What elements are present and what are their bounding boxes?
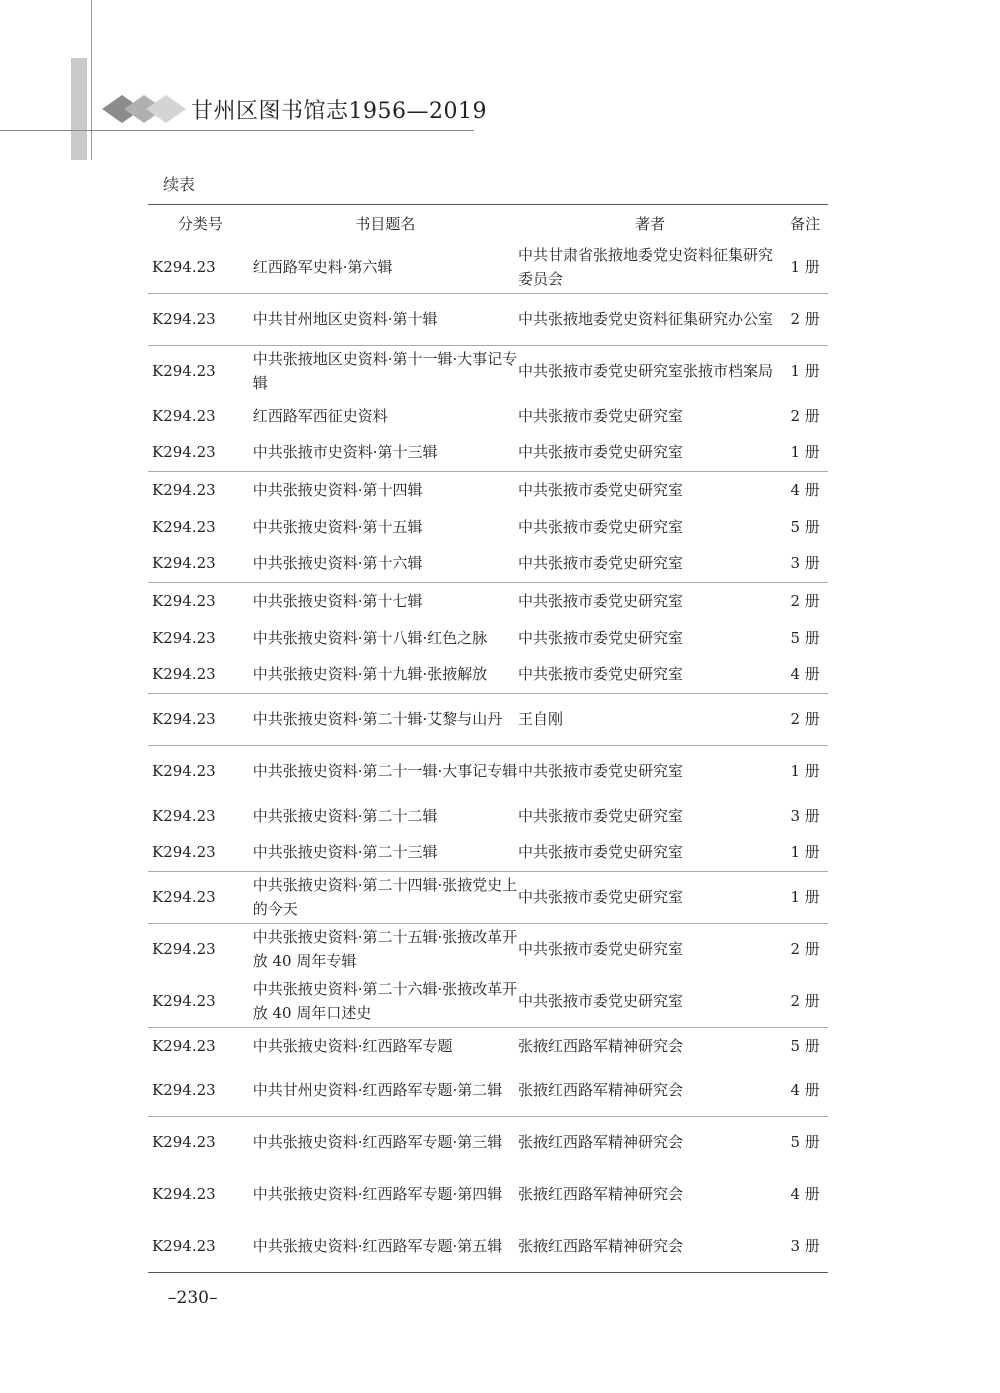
cell-note: 2 册 xyxy=(790,591,820,610)
cell-note: 1 册 xyxy=(782,834,828,871)
cell-title: 中共甘州地区史资料·第十辑 xyxy=(253,293,518,345)
table-row xyxy=(148,582,828,619)
cell-author: 王自刚 xyxy=(518,693,782,745)
cell-title: 中共甘州史资料·红西路军专题·第二辑 xyxy=(253,1064,518,1116)
column-header-author: 著者 xyxy=(518,205,782,242)
table-row xyxy=(148,923,828,975)
cell-author: 中共张掖市委党史研究室 xyxy=(518,545,782,582)
cell-title: 中共张掖地区史资料·第十一辑·大事记专辑 xyxy=(252,350,518,393)
cell-title: 中共张掖史资料·第二十一辑·大事记专辑 xyxy=(252,762,518,781)
cell-classification: K294.23 xyxy=(148,975,253,1027)
cell-classification: K294.23 xyxy=(152,362,216,381)
cell-classification: K294.23 xyxy=(148,293,253,345)
cell-classification: K294.23 xyxy=(152,1185,216,1203)
cell-author: 中共张掖市委党史研究室 xyxy=(518,834,782,871)
cell-classification: K294.23 xyxy=(148,1220,253,1272)
cell-title: 中共张掖史资料·第十九辑·张掖解放 xyxy=(253,656,518,693)
cell-classification: K294.23 xyxy=(148,545,253,582)
table-row xyxy=(148,745,828,797)
cell-author: 中共张掖市委党史研究室 xyxy=(518,656,782,693)
cell-note: 1 册 xyxy=(790,762,820,781)
cell-author: 张掖红西路军精神研究会 xyxy=(518,1220,782,1272)
cell-classification: K294.23 xyxy=(152,517,216,536)
cell-author: 中共张掖市委党史研究室 xyxy=(517,517,683,536)
cell-note: 3 册 xyxy=(782,1220,828,1272)
diamond-ornament-icon xyxy=(100,91,186,127)
cell-author: 中共张掖市委党史研究室 xyxy=(517,806,683,825)
cell-title: 中共张掖史资料·第十七辑 xyxy=(252,591,423,610)
cell-title: 中共张掖史资料·第十五辑 xyxy=(252,517,423,536)
cell-title: 中共张掖史资料·第十八辑·红色之脉 xyxy=(252,628,488,647)
cell-author: 张掖红西路军精神研究会 xyxy=(517,1185,683,1203)
cell-note: 5 册 xyxy=(790,517,820,536)
cell-note: 4 册 xyxy=(790,480,820,499)
cell-classification: K294.23 xyxy=(148,834,253,871)
table-row xyxy=(148,975,828,1027)
cell-classification: K294.23 xyxy=(152,591,216,610)
cell-classification: K294.23 xyxy=(152,1036,216,1055)
cell-title: 中共张掖史资料·红西路军专题 xyxy=(252,1036,453,1055)
cell-note: 1 册 xyxy=(790,362,820,381)
table-row xyxy=(148,293,828,345)
left-margin-line xyxy=(91,0,92,160)
table-row xyxy=(148,397,828,434)
cell-note: 2 册 xyxy=(782,693,828,745)
cell-note: 3 册 xyxy=(782,545,828,582)
cell-note: 2 册 xyxy=(782,293,828,345)
page-number: –230– xyxy=(168,1288,218,1308)
cell-author: 张掖红西路军精神研究会 xyxy=(517,1133,683,1152)
header-gray-bar xyxy=(71,58,87,160)
table-row xyxy=(148,1064,828,1116)
cell-author: 中共张掖市委党史研究室 xyxy=(518,975,782,1027)
cell-note: 4 册 xyxy=(782,1064,828,1116)
cell-classification: K294.23 xyxy=(148,871,253,923)
column-header-classification: 分类号 xyxy=(148,205,253,242)
diamond-light-shape xyxy=(146,95,186,123)
cell-classification: K294.23 xyxy=(148,693,253,745)
cell-title: 红西路军西征史资料 xyxy=(252,406,388,425)
cell-author: 张掖红西路军精神研究会 xyxy=(517,1036,683,1055)
cell-title: 中共张掖史资料·第十六辑 xyxy=(253,545,518,582)
cell-classification: K294.23 xyxy=(152,480,216,499)
cell-note: 5 册 xyxy=(790,1133,820,1152)
table-row xyxy=(148,797,828,834)
cell-title: 中共张掖史资料·红西路军专题·第四辑 xyxy=(252,1185,503,1203)
header-rule xyxy=(0,130,474,131)
table-row xyxy=(148,241,828,293)
cell-author: 中共张掖市委党史研究室 xyxy=(517,406,683,425)
column-header-title: 书目题名 xyxy=(253,205,518,242)
cell-author: 中共张掖市委党史研究室 xyxy=(517,480,683,499)
table-row xyxy=(148,508,828,545)
cell-classification: K294.23 xyxy=(148,241,253,293)
cell-author: 张掖红西路军精神研究会 xyxy=(518,1064,782,1116)
cell-classification: K294.23 xyxy=(152,940,216,959)
table-row xyxy=(148,1168,828,1220)
table-row xyxy=(148,345,828,397)
table-row xyxy=(148,434,828,471)
table-row xyxy=(148,471,828,508)
table-row xyxy=(148,871,828,923)
cell-classification: K294.23 xyxy=(148,1064,253,1116)
cell-title: 中共张掖史资料·第二十辑·艾黎与山丹 xyxy=(253,693,518,745)
table-row xyxy=(148,834,828,871)
cell-note: 1 册 xyxy=(782,241,828,293)
cell-title: 中共张掖史资料·第十四辑 xyxy=(252,480,423,499)
cell-author: 中共张掖市委党史研究室 xyxy=(518,434,782,471)
cell-note: 5 册 xyxy=(790,628,820,647)
cell-note: 1 册 xyxy=(782,871,828,923)
cell-author: 中共张掖市委党史研究室 xyxy=(517,591,683,610)
cell-author: 中共张掖市委党史研究室张掖市档案局 xyxy=(517,362,773,381)
table-row xyxy=(148,1116,828,1168)
cell-note: 1 册 xyxy=(782,434,828,471)
cell-note: 5 册 xyxy=(790,1036,820,1055)
table-header-row xyxy=(148,205,828,242)
cell-classification: K294.23 xyxy=(152,806,216,825)
table-row xyxy=(148,619,828,656)
cell-author: 中共张掖地委党史资料征集研究办公室 xyxy=(518,293,782,345)
cell-title: 红西路军史料·第六辑 xyxy=(253,241,518,293)
cell-title: 中共张掖史资料·第二十二辑 xyxy=(252,806,438,825)
cell-title: 中共张掖史资料·第二十四辑·张掖党史上的今天 xyxy=(253,871,518,923)
cell-title: 中共张掖史资料·红西路军专题·第三辑 xyxy=(252,1133,503,1152)
cell-note: 4 册 xyxy=(790,1185,820,1203)
cell-classification: K294.23 xyxy=(152,628,216,647)
cell-title: 中共张掖市史资料·第十三辑 xyxy=(253,434,518,471)
cell-note: 2 册 xyxy=(790,940,820,959)
table-row xyxy=(148,656,828,693)
records-table xyxy=(148,204,828,1273)
table-continued-caption: 续表 xyxy=(163,175,196,194)
book-title: 甘州区图书馆志1956—2019 xyxy=(191,99,487,124)
table-row xyxy=(148,1220,828,1272)
table-row xyxy=(148,545,828,582)
cell-classification: K294.23 xyxy=(152,406,216,425)
cell-note: 2 册 xyxy=(790,406,820,425)
cell-note: 3 册 xyxy=(790,806,820,825)
cell-classification: K294.23 xyxy=(148,434,253,471)
cell-author: 中共张掖市委党史研究室 xyxy=(518,871,782,923)
table-row xyxy=(148,693,828,745)
cell-note: 2 册 xyxy=(782,975,828,1027)
cell-title: 中共张掖史资料·第二十六辑·张掖改革开放 40 周年口述史 xyxy=(253,975,518,1027)
table-row xyxy=(148,1027,828,1064)
cell-author: 中共甘肃省张掖地委党史资料征集研究委员会 xyxy=(518,241,782,293)
cell-note: 4 册 xyxy=(782,656,828,693)
cell-title: 中共张掖史资料·第二十三辑 xyxy=(253,834,518,871)
cell-author: 中共张掖市委党史研究室 xyxy=(517,628,683,647)
cell-title: 中共张掖史资料·第二十五辑·张掖改革开放 40 周年专辑 xyxy=(252,928,518,971)
cell-classification: K294.23 xyxy=(152,762,216,781)
table-body xyxy=(148,241,828,1272)
cell-author: 中共张掖市委党史研究室 xyxy=(517,762,683,781)
column-header-note: 备注 xyxy=(782,205,828,242)
cell-classification: K294.23 xyxy=(148,656,253,693)
cell-title: 中共张掖史资料·红西路军专题·第五辑 xyxy=(253,1220,518,1272)
cell-classification: K294.23 xyxy=(152,1133,216,1152)
cell-author: 中共张掖市委党史研究室 xyxy=(517,940,683,959)
